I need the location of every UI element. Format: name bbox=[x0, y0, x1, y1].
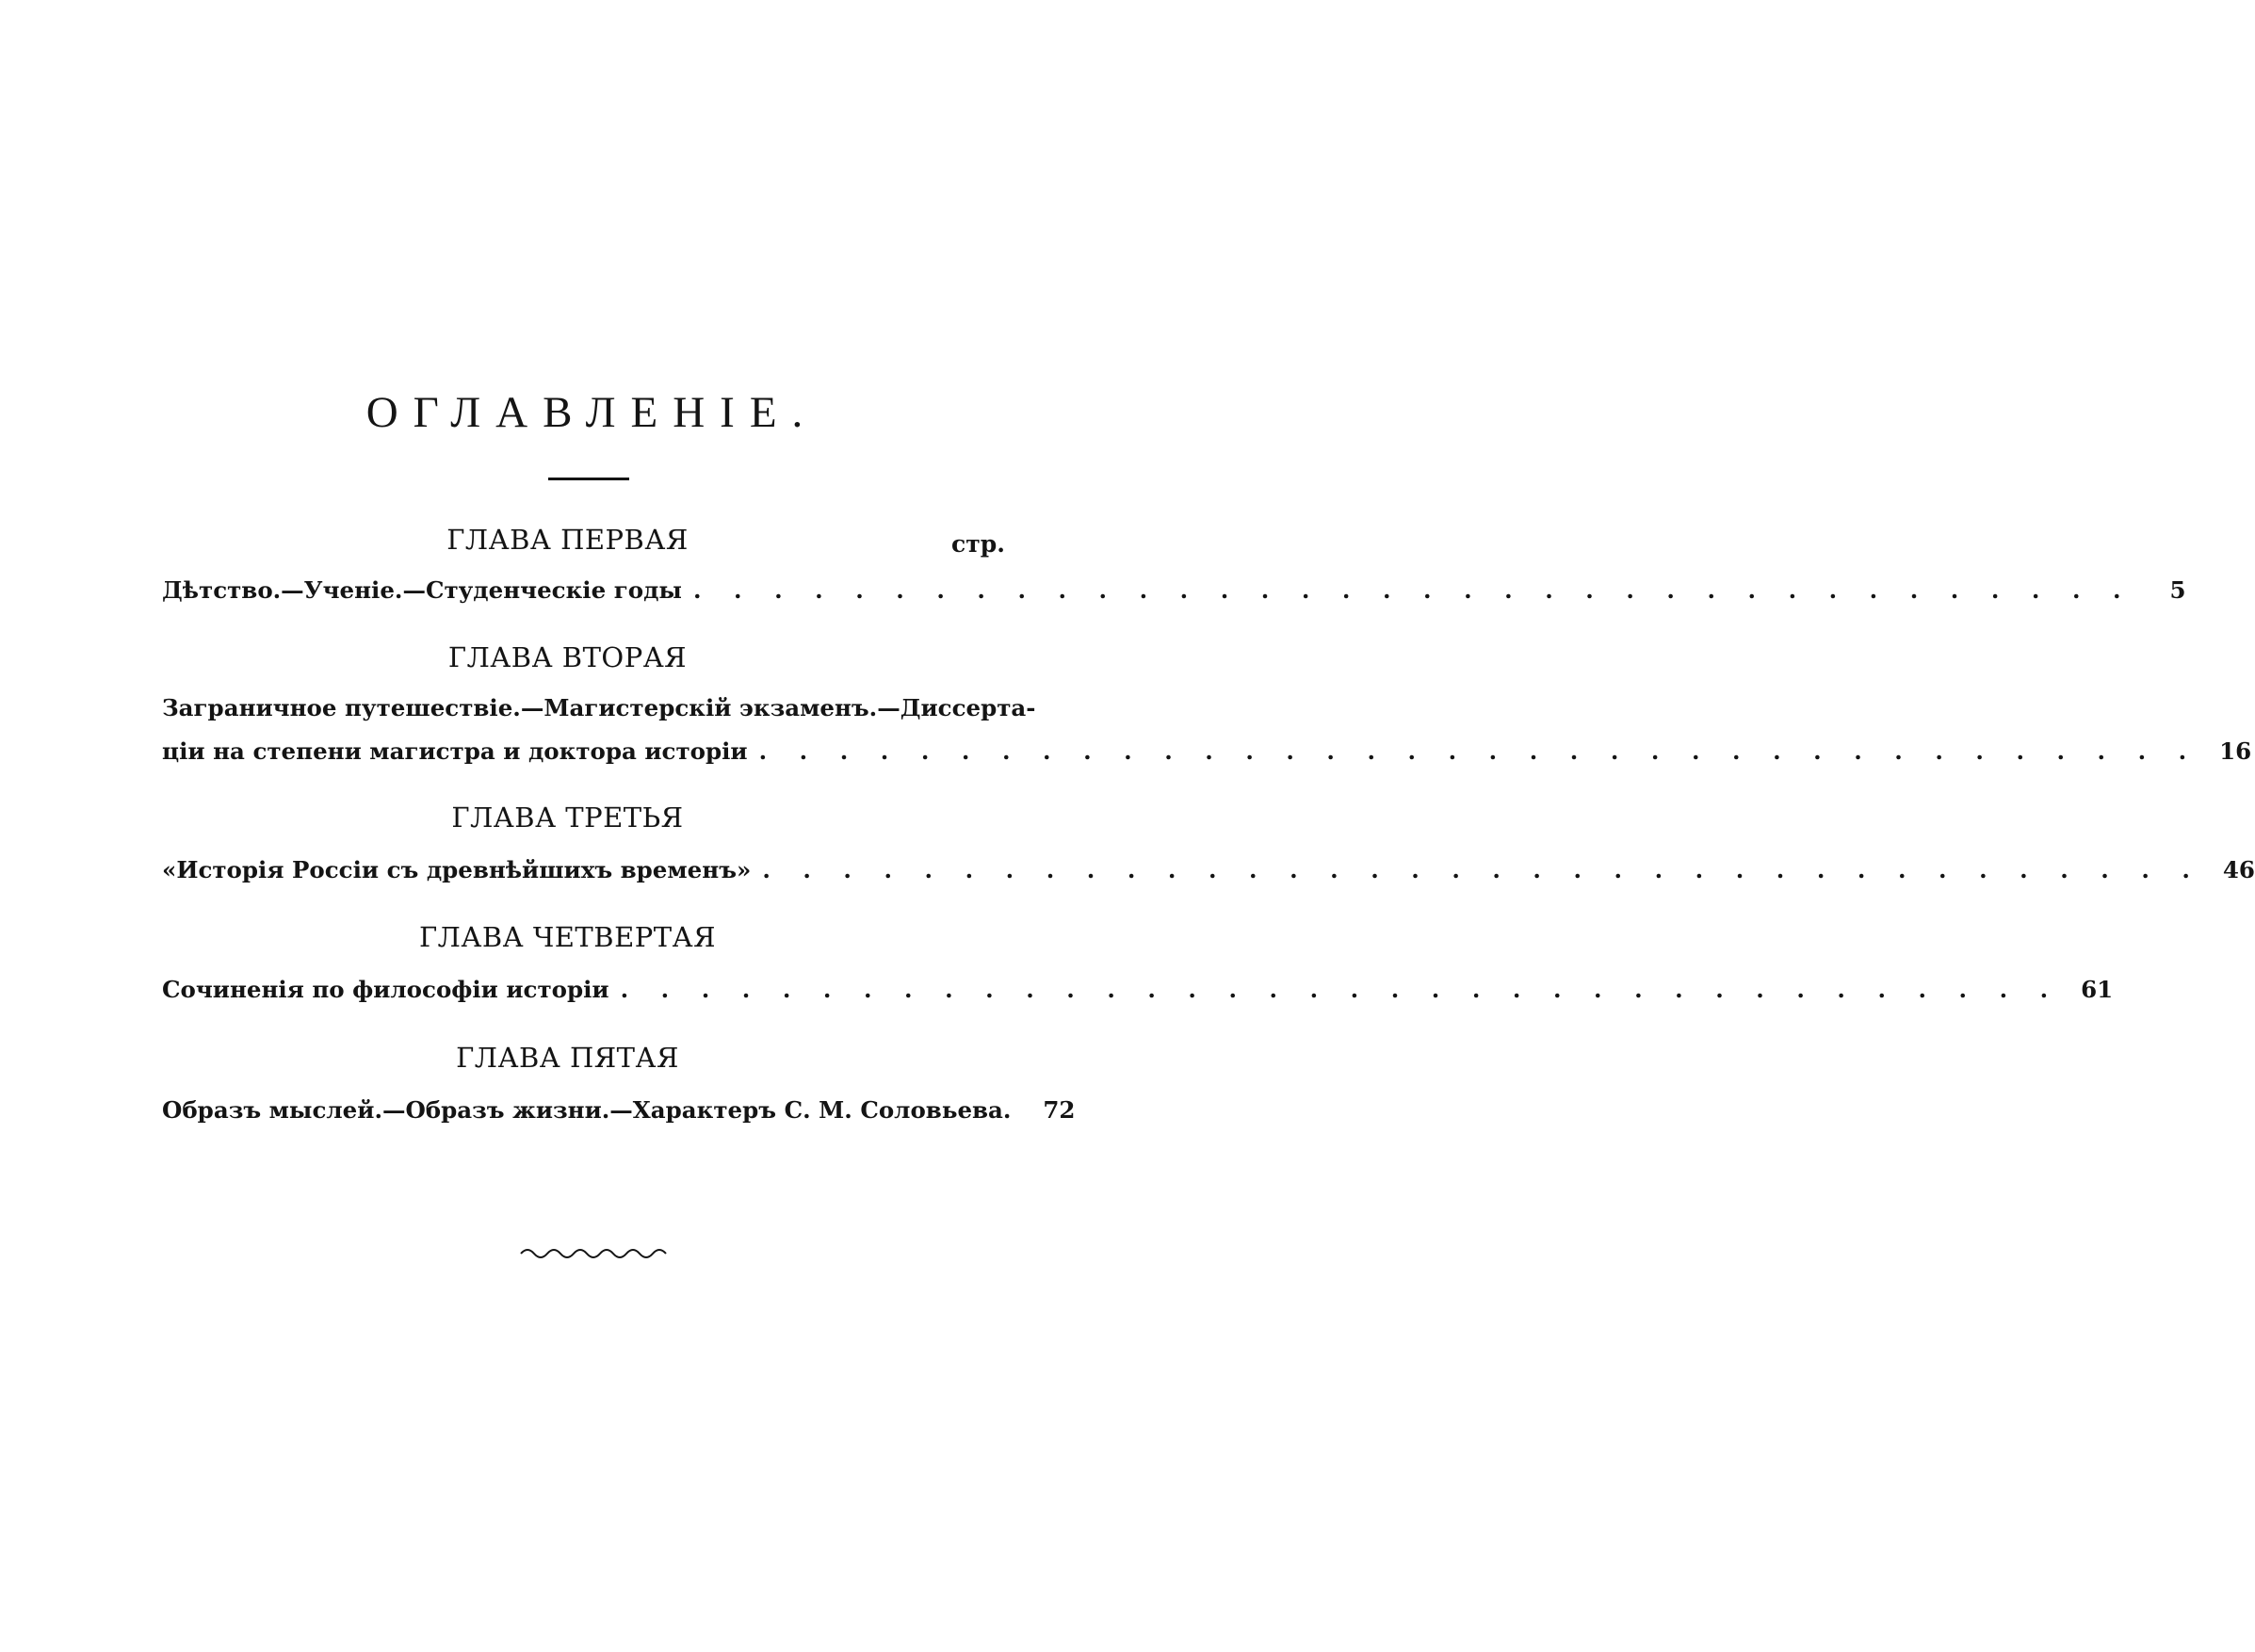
chapter-3-heading: ГЛАВА ТРЕТЬЯ bbox=[451, 802, 684, 834]
chapter-5-heading: ГЛАВА ПЯТАЯ bbox=[456, 1042, 679, 1074]
title-rule bbox=[548, 478, 629, 480]
chapter-2-entry bbox=[162, 733, 2252, 770]
chapter-1-page-number: 5 bbox=[2169, 576, 2186, 604]
wavy-ornament-divider bbox=[519, 1243, 670, 1258]
chapter-2-entry-line1: Заграничное путешествіе.—Магистерскій экзаменъ.—Диссерта- bbox=[162, 694, 1036, 721]
chapter-4-page-number: 61 bbox=[2081, 976, 2114, 1003]
chapter-3-entry-text: «Исторія Россіи съ древнѣйшихъ временъ» bbox=[162, 856, 752, 883]
chapter-3-entry bbox=[162, 851, 2255, 889]
chapter-2-heading: ГЛАВА ВТОРАЯ bbox=[447, 641, 688, 673]
chapter-4-entry-text: Сочиненія по философіи исторіи bbox=[162, 976, 609, 1003]
chapter-1-heading: ГЛАВА ПЕРВАЯ bbox=[446, 524, 689, 556]
page-column-label: стр. bbox=[951, 530, 1005, 558]
chapter-3-leader: . . . . . . . . . . . . . . . . . . . . . . . . . . . . . . . . . . . . bbox=[762, 856, 2202, 883]
chapter-4-leader: . . . . . . . . . . . . . . . . . . . . . . . . . . . . . . . . . . . . bbox=[620, 976, 2061, 1003]
page-title: ОГЛАВЛЕНІЕ. bbox=[365, 388, 819, 437]
chapter-5-entry bbox=[162, 1092, 1076, 1129]
chapter-2-page-number: 16 bbox=[2219, 737, 2252, 765]
chapter-5-entry-text: Образъ мыслей.—Образъ жизни.—Характеръ С. М. Соловьева. bbox=[162, 1096, 1012, 1124]
chapter-3-page-number: 46 bbox=[2222, 856, 2255, 883]
chapter-4-entry bbox=[162, 971, 2114, 1009]
chapter-1-leader: . . . . . . . . . . . . . . . . . . . . . . . . . . . . . . . . . . . . bbox=[692, 576, 2133, 604]
chapter-1-entry-text: Дѣтство.—Ученіе.—Студенческіе годы bbox=[162, 576, 682, 604]
chapter-2-entry-text: ціи на степени магистра и доктора исторіи bbox=[162, 737, 748, 765]
chapter-4-heading: ГЛАВА ЧЕТВЕРТАЯ bbox=[418, 921, 716, 953]
chapter-1-entry bbox=[162, 572, 2186, 609]
chapter-5-page-number: 72 bbox=[1043, 1096, 1076, 1124]
chapter-2-leader: . . . . . . . . . . . . . . . . . . . . . . . . . . . . . . . . . . . . bbox=[758, 737, 2199, 765]
